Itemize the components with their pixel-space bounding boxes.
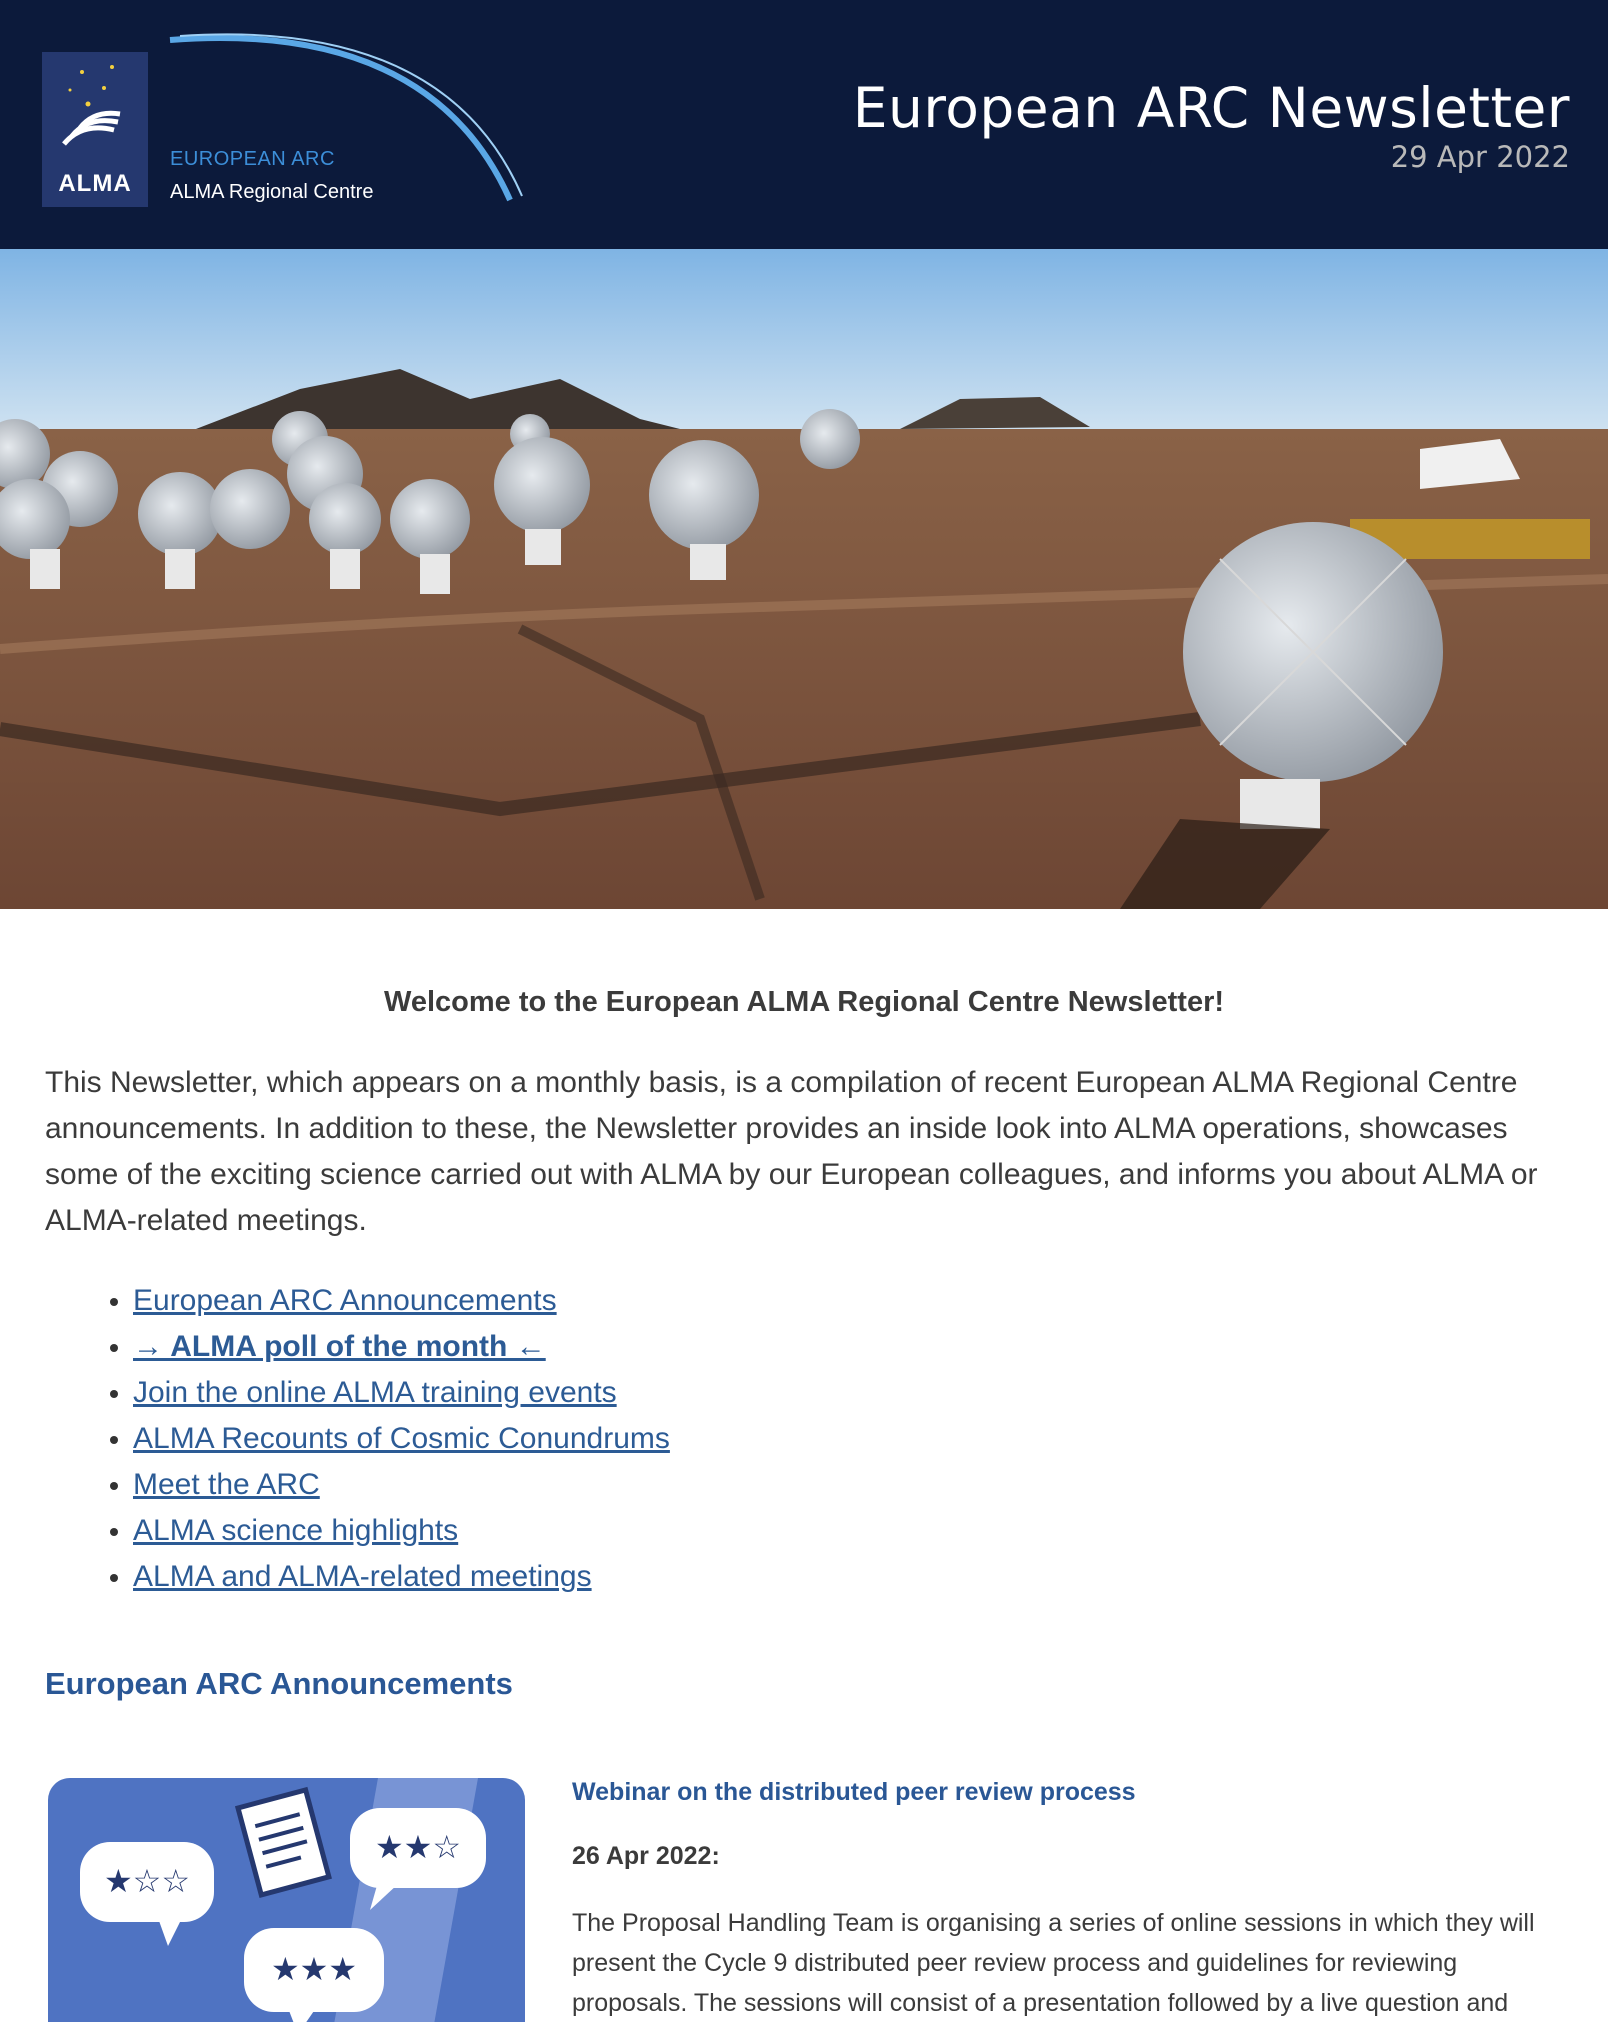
toc-link-announcements[interactable]: European ARC Announcements	[133, 1284, 557, 1317]
article-title-link[interactable]: Webinar on the distributed peer review process	[572, 1778, 1136, 1806]
toc-item	[45, 1508, 670, 1554]
logo-text-european-arc: EUROPEAN ARC	[170, 148, 335, 170]
toc-item	[45, 1324, 670, 1370]
newsletter-header	[0, 0, 1608, 249]
newsletter-date: 29 Apr 2022	[1390, 140, 1570, 174]
toc-link-recounts[interactable]: ALMA Recounts of Cosmic Conundrums	[133, 1422, 670, 1455]
toc-link-science-highlights[interactable]: ALMA science highlights	[133, 1514, 459, 1547]
article-body: The Proposal Handling Team is organising a series of online sessions in which they will present the Cycle 9 distributed peer review process and guidelines for reviewing proposals. The sessions will consist of a presentation followed by a live question and	[572, 1909, 1535, 2017]
star-icon	[42, 52, 148, 152]
section-heading-announcements: European ARC Announcements	[45, 1666, 513, 1701]
rating-three-star: ★★★	[270, 1950, 358, 1988]
toc-item	[45, 1416, 670, 1462]
toc-item	[45, 1370, 670, 1416]
toc-item	[45, 1554, 670, 1600]
toc-link-poll[interactable]: → ALMA poll of the month ←	[133, 1330, 546, 1363]
speech-bubble-icon	[244, 1928, 384, 2022]
toc-link-meetings[interactable]: ALMA and ALMA-related meetings	[133, 1560, 592, 1593]
toc-item	[45, 1278, 670, 1324]
alma-logo[interactable]	[42, 52, 148, 207]
logo-text-regional-centre: ALMA Regional Centre	[170, 181, 374, 203]
rating-one-star: ★☆☆	[103, 1862, 191, 1900]
intro-paragraph: This Newsletter, which appears on a monthly basis, is a compilation of recent European ALMA Regional Centre announcements. In addition to these, the Newsletter provides an inside look into ALMA operations, showcases some of the exciting science carried out with ALMA by our European colleagues, and informs you about ALMA or ALMA-related meetings.	[45, 1066, 1538, 1237]
rating-two-star: ★★☆	[374, 1828, 462, 1866]
peer-review-icon	[48, 1778, 525, 2022]
peer-review-illustration[interactable]	[48, 1778, 525, 2022]
telescope-array-icon	[0, 249, 1608, 909]
table-of-contents	[45, 1278, 670, 1600]
welcome-heading: Welcome to the European ALMA Regional Centre Newsletter!	[383, 986, 1225, 1018]
toc-item	[45, 1462, 670, 1508]
hero-image	[0, 249, 1608, 909]
logo-word: ALMA	[58, 170, 132, 197]
page-title: European ARC Newsletter	[852, 76, 1570, 140]
article-date: 26 Apr 2022:	[572, 1842, 720, 1870]
toc-link-training[interactable]: Join the online ALMA training events	[133, 1376, 617, 1409]
toc-link-meet-arc[interactable]: Meet the ARC	[133, 1468, 320, 1501]
